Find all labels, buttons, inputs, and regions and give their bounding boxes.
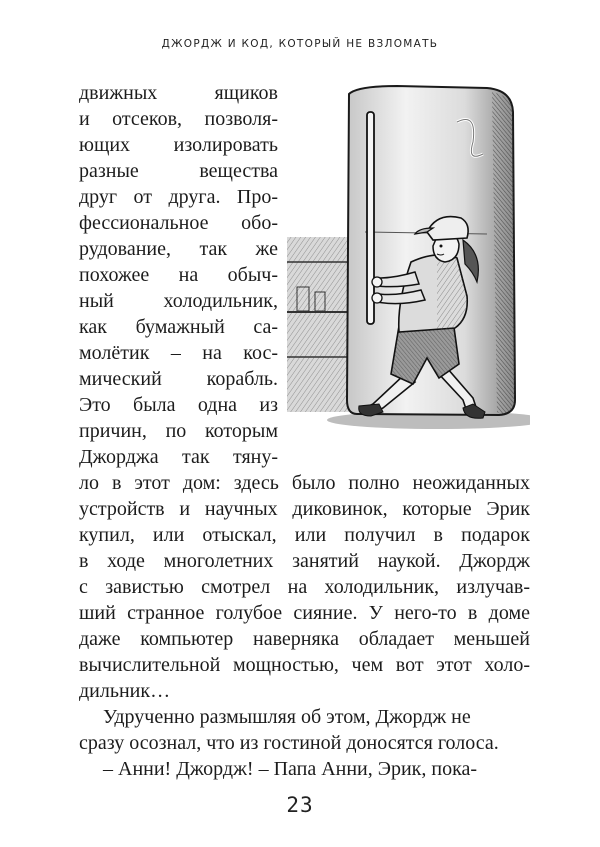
text-line: фессиональное обо- — [79, 212, 278, 234]
illustration-boy-opening-fridge — [287, 82, 530, 434]
page-number: 23 — [286, 793, 314, 817]
text-line: дильник… — [79, 680, 171, 702]
text-line: похожее на обыч- — [79, 264, 278, 286]
text-line: ный холодильник, — [79, 290, 278, 312]
text-line: с завистью смотрел на холодильник, излучав- — [79, 576, 530, 598]
text-line: даже компьютер наверняка обладает меньшей — [79, 628, 530, 650]
text-line: друг от друга. Про- — [79, 186, 278, 208]
text-line: причин, по которым — [79, 420, 278, 442]
text-line: вычислительной мощностью, чем вот этот холо- — [79, 654, 530, 676]
text-line: разные вещества — [79, 160, 278, 182]
text-line: ший странное голубое сияние. У него-то в доме — [79, 602, 530, 624]
text-line: мический корабль. — [79, 368, 278, 390]
text-line: как бумажный са- — [79, 316, 278, 338]
text-line: ющих изолировать — [79, 134, 278, 156]
text-line: Это была одна из — [79, 394, 278, 416]
paragraph-first-line: – Анни! Джордж! – Папа Анни, Эрик, пока- — [103, 758, 478, 780]
text-line: купил, или отыскал, или получил в подарок — [79, 524, 530, 546]
text-line: и отсеков, позволя- — [79, 108, 278, 130]
text-line: сразу осознал, что из гостиной доносятся голоса. — [79, 732, 499, 754]
text-line: устройств и научных диковинок, которые Эрик — [79, 498, 530, 520]
text-line: ло в этот дом: здесь было полно неожиданных — [79, 472, 530, 494]
text-line: движных ящиков — [79, 82, 278, 104]
text-line: в ходе многолетних занятий наукой. Джордж — [79, 550, 530, 572]
text-line: рудование, так же — [79, 238, 278, 260]
text-line: молётик – на кос- — [79, 342, 278, 364]
text-line: Джорджа так тяну- — [79, 446, 278, 468]
running-header: ДЖОРДЖ И КОД, КОТОРЫЙ НЕ ВЗЛОМАТЬ — [161, 38, 439, 50]
paragraph-first-line: Удрученно размышляя об этом, Джордж не — [103, 706, 471, 728]
